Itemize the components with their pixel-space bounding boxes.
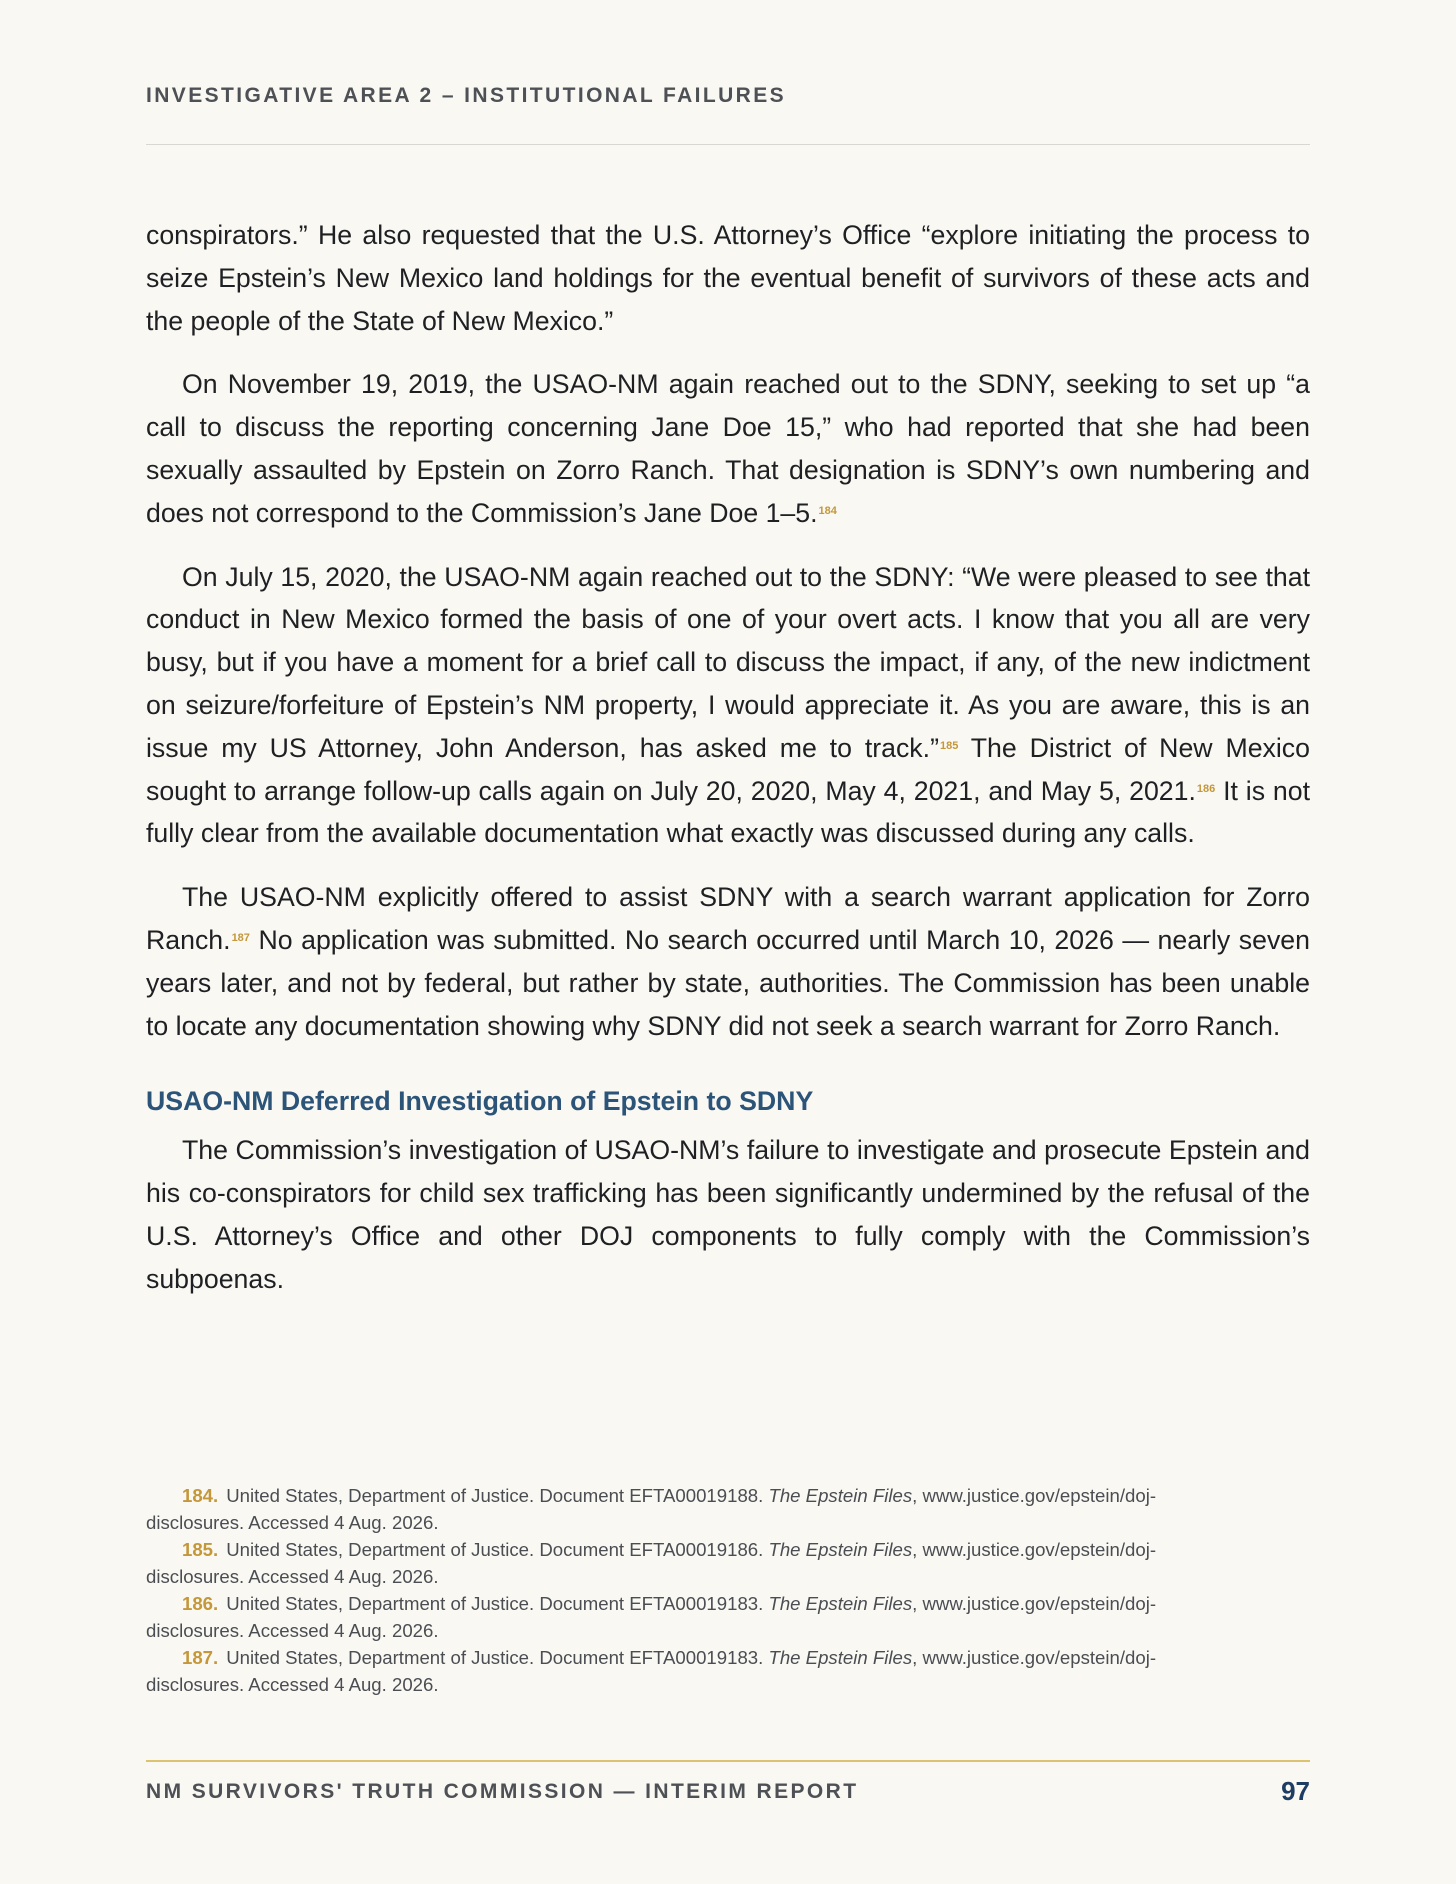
footnote-source-title: The Epstein Files — [768, 1539, 913, 1560]
running-header: INVESTIGATIVE AREA 2 – INSTITUTIONAL FAILURES — [146, 84, 787, 107]
paragraph-continuation: conspirators.” He also requested that the U.S. Attorney’s Office “explore initiating the process to seize Epstein’s New Mexico land holdings for the eventual benefit of survivors of these acts and the people of the State of New Mexico.” — [146, 220, 1310, 336]
paragraph-text: On November 19, 2019, the USAO-NM again reached out to the SDNY, seeking to set up “a call to discuss the reporting concerning Jane Doe 15,” who had reported that she had been sexually assaulted by Epstein on Zorro Ranch. That designation is SDNY’s own numbering and does not correspond to the Commission’s Jane Doe 1–5. — [146, 369, 1310, 528]
footnote-source-title: The Epstein Files — [768, 1485, 913, 1506]
footnote-text: United States, Department of Justice. Document EFTA00019186. — [226, 1539, 769, 1560]
page-number: 97 — [1281, 1776, 1310, 1806]
footnote-ref-184[interactable]: 184 — [818, 504, 837, 517]
section-heading: USAO-NM Deferred Investigation of Epstein to SDNY — [146, 1086, 814, 1117]
footnote-text: United States, Department of Justice. Document EFTA00019188. — [226, 1485, 769, 1506]
footnotes — [146, 1482, 1226, 1698]
running-footer: NM SURVIVORS' TRUTH COMMISSION — INTERIM REPORT — [146, 1780, 859, 1803]
footnote-number: 187. — [182, 1647, 219, 1668]
body-text — [146, 214, 1310, 1322]
paragraph-text: On July 15, 2020, the USAO-NM again reached out to the SDNY: “We were pleased to see that conduct in New Mexico formed the basis of one of your overt acts. I know that you all are very busy, but if you have a moment for a brief call to discuss the impact, if any, of the new indictment on seizure/forfeiture of Epstein’s NM property, I would appreciate it. As you are aware, this is an issue my US Attorney, John Anderson, has asked me to track.” — [146, 561, 1310, 763]
footnote-number: 185. — [182, 1539, 219, 1560]
footnote-source-title: The Epstein Files — [768, 1647, 913, 1668]
footnote-number: 186. — [182, 1593, 219, 1614]
footnote-text: , www.justice.gov/epstein/doj-disclosures. Accessed 4 Aug. 2026. — [146, 1539, 1157, 1587]
footnote-187 — [146, 1644, 1226, 1698]
footnote-text: , www.justice.gov/epstein/doj-disclosures. Accessed 4 Aug. 2026. — [146, 1647, 1157, 1695]
footnote-ref-186[interactable]: 186 — [1196, 782, 1216, 795]
paragraph-november-2019 — [146, 363, 1310, 534]
footnote-text: , www.justice.gov/epstein/doj-disclosures. Accessed 4 Aug. 2026. — [146, 1593, 1157, 1641]
paragraph-text: It is not fully clear from the available documentation what exactly was discussed during any calls. — [146, 775, 1310, 849]
footnote-text: United States, Department of Justice. Document EFTA00019183. — [226, 1647, 769, 1668]
footnote-184 — [146, 1482, 1226, 1536]
paragraph-text: The District of New Mexico sought to arrange follow-up calls again on July 20, 2020, May 4, 2021, and May 5, 2021. — [146, 732, 1310, 806]
paragraph-commission-investigation: The Commission’s investigation of USAO-NM’s failure to investigate and prosecute Epstein and his co-conspirators for child sex trafficking has been significantly undermined by the refusal of the U.S. Attorney’s Office and other DOJ components to fully comply with the Commission’s subpoenas. — [146, 1135, 1310, 1294]
footer-divider — [146, 1760, 1310, 1762]
footnote-ref-187[interactable]: 187 — [231, 931, 250, 944]
paragraph-search-warrant — [146, 876, 1310, 1047]
header-divider — [146, 144, 1310, 145]
footnote-source-title: The Epstein Files — [768, 1593, 913, 1614]
footnote-186 — [146, 1590, 1226, 1644]
paragraph-text: The USAO-NM explicitly offered to assist SDNY with a search warrant application for Zorro Ranch. — [146, 882, 1310, 955]
footnote-text: United States, Department of Justice. Document EFTA00019183. — [226, 1593, 769, 1614]
paragraph-text: No application was submitted. No search occurred until March 10, 2026 — nearly seven years later, and not by federal, but rather by state, authorities. The Commission has been unable to locate any documentation showing why SDNY did not seek a search warrant for Zorro Ranch. — [146, 924, 1310, 1041]
footnote-text: , www.justice.gov/epstein/doj-disclosures. Accessed 4 Aug. 2026. — [146, 1485, 1157, 1533]
footnote-ref-185[interactable]: 185 — [939, 739, 959, 752]
footnote-number: 184. — [182, 1485, 219, 1506]
paragraph-july-2020 — [146, 556, 1310, 856]
footnote-185 — [146, 1536, 1226, 1590]
report-page — [146, 0, 1310, 1884]
